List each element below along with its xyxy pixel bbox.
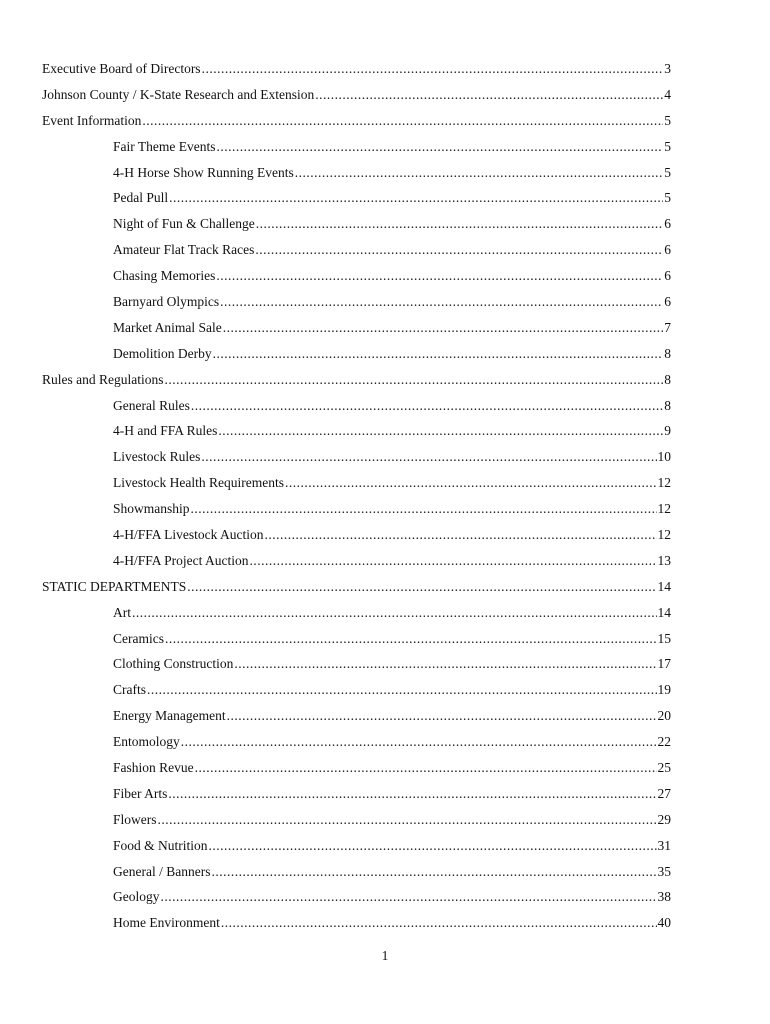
toc-dot-leader (165, 631, 657, 647)
toc-entry-page-number: 14 (657, 604, 671, 620)
toc-entry-title: STATIC DEPARTMENTS (42, 578, 187, 594)
toc-entry-page-number: 38 (657, 889, 671, 905)
toc-dot-leader (191, 501, 657, 517)
toc-dot-leader (220, 294, 663, 310)
toc-entry[interactable] (0, 341, 770, 367)
toc-entry-page-number: 8 (664, 397, 671, 413)
toc-dot-leader (158, 812, 657, 828)
toc-entry-title: Demolition Derby (113, 345, 212, 361)
toc-entry[interactable] (0, 651, 770, 677)
toc-entry[interactable] (0, 807, 770, 833)
page-number: 1 (381, 948, 389, 963)
toc-entry-title: Amateur Flat Track Races (113, 242, 255, 258)
toc-entry-page-number: 9 (664, 423, 671, 439)
toc-dot-leader (256, 216, 664, 232)
toc-entry-page-number: 31 (657, 837, 671, 853)
toc-dot-leader (285, 475, 657, 491)
toc-dot-leader (187, 579, 656, 595)
toc-dot-leader (209, 838, 657, 854)
toc-entry-page-number: 20 (657, 708, 671, 724)
toc-entry[interactable] (0, 185, 770, 211)
toc-entry-page-number: 5 (664, 164, 671, 180)
toc-entry[interactable] (0, 315, 770, 341)
toc-entry-title: Fiber Arts (113, 785, 168, 801)
toc-entry-title: Home Environment (113, 915, 220, 931)
toc-entry-title: Executive Board of Directors (42, 60, 201, 76)
toc-entry[interactable] (0, 677, 770, 703)
toc-entry-title: Livestock Health Requirements (113, 475, 284, 491)
toc-dot-leader (218, 423, 663, 439)
toc-entry[interactable] (0, 600, 770, 626)
toc-entry[interactable] (0, 729, 770, 755)
toc-entry[interactable] (0, 418, 770, 444)
toc-entry-title: Crafts (113, 682, 146, 698)
toc-entry-page-number: 40 (657, 915, 671, 931)
toc-entry-page-number: 12 (657, 501, 671, 517)
toc-entry-title: Art (113, 604, 131, 620)
toc-dot-leader (315, 87, 663, 103)
toc-entry[interactable] (0, 211, 770, 237)
toc-entry-title: 4-H Horse Show Running Events (113, 164, 294, 180)
toc-entry-page-number: 8 (664, 371, 671, 387)
toc-entry[interactable] (0, 134, 770, 160)
toc-dot-leader (142, 113, 663, 129)
toc-entry[interactable] (0, 108, 770, 134)
toc-dot-leader (147, 682, 657, 698)
toc-entry[interactable] (0, 367, 770, 393)
toc-dot-leader (223, 320, 664, 336)
toc-entry-title: 4-H/FFA Project Auction (113, 552, 249, 568)
toc-dot-leader (250, 553, 657, 569)
toc-entry[interactable] (0, 781, 770, 807)
toc-entry-title: Entomology (113, 734, 180, 750)
toc-entry[interactable] (0, 703, 770, 729)
toc-entry-title: Energy Management (113, 708, 226, 724)
toc-dot-leader (255, 242, 663, 258)
toc-entry-page-number: 12 (657, 475, 671, 491)
toc-entry-page-number: 27 (657, 785, 671, 801)
toc-entry-page-number: 22 (657, 734, 671, 750)
toc-entry-page-number: 6 (664, 268, 671, 284)
toc-entry-page-number: 17 (657, 656, 671, 672)
toc-entry-title: Market Animal Sale (113, 319, 222, 335)
toc-dot-leader (211, 864, 656, 880)
toc-dot-leader (201, 449, 656, 465)
toc-dot-leader (295, 165, 664, 181)
toc-entry-page-number: 3 (664, 60, 671, 76)
toc-entry-title: Livestock Rules (113, 449, 201, 465)
toc-dot-leader (216, 139, 663, 155)
toc-entry-page-number: 35 (657, 863, 671, 879)
toc-entry-page-number: 19 (657, 682, 671, 698)
toc-dot-leader (234, 656, 656, 672)
toc-dot-leader (202, 61, 664, 77)
toc-entry-title: General Rules (113, 397, 190, 413)
toc-entry[interactable] (0, 833, 770, 859)
toc-entry-title: Fair Theme Events (113, 138, 216, 154)
toc-entry[interactable] (0, 859, 770, 885)
toc-entry-title: General / Banners (113, 863, 211, 879)
toc-entry-page-number: 14 (657, 578, 671, 594)
toc-entry[interactable] (0, 496, 770, 522)
toc-entry[interactable] (0, 910, 770, 936)
toc-entry-page-number: 6 (664, 242, 671, 258)
toc-dot-leader (181, 734, 657, 750)
toc-dot-leader (191, 398, 663, 414)
toc-entry[interactable] (0, 263, 770, 289)
toc-dot-leader (168, 786, 656, 802)
toc-entry-title: 4-H and FFA Rules (113, 423, 218, 439)
toc-entry[interactable] (0, 574, 770, 600)
toc-entry-title: Geology (113, 889, 160, 905)
toc-dot-leader (265, 527, 657, 543)
toc-entry-title: Chasing Memories (113, 268, 216, 284)
table-of-contents (0, 56, 770, 936)
toc-entry-page-number: 5 (664, 138, 671, 154)
toc-entry-page-number: 29 (657, 811, 671, 827)
toc-entry-title: Event Information (42, 112, 142, 128)
toc-entry[interactable] (0, 82, 770, 108)
toc-entry[interactable] (0, 444, 770, 470)
toc-entry[interactable] (0, 289, 770, 315)
toc-entry-title: Pedal Pull (113, 190, 169, 206)
toc-entry-title: Clothing Construction (113, 656, 234, 672)
toc-entry[interactable] (0, 56, 770, 82)
toc-entry[interactable] (0, 626, 770, 652)
toc-dot-leader (227, 708, 657, 724)
toc-entry-title: Showmanship (113, 501, 190, 517)
toc-entry[interactable] (0, 160, 770, 186)
toc-dot-leader (221, 915, 657, 931)
toc-entry-page-number: 5 (664, 112, 671, 128)
toc-entry-title: Night of Fun & Challenge (113, 216, 255, 232)
toc-entry-page-number: 5 (664, 190, 671, 206)
toc-entry[interactable] (0, 548, 770, 574)
toc-entry-page-number: 12 (657, 526, 671, 542)
toc-entry-title: Food & Nutrition (113, 837, 208, 853)
toc-entry[interactable] (0, 755, 770, 781)
toc-entry[interactable] (0, 885, 770, 911)
toc-entry-page-number: 6 (664, 216, 671, 232)
toc-dot-leader (161, 889, 657, 905)
toc-entry-page-number: 13 (657, 552, 671, 568)
toc-entry-page-number: 6 (664, 293, 671, 309)
toc-entry-title: Fashion Revue (113, 759, 194, 775)
toc-entry-page-number: 4 (664, 86, 671, 102)
toc-entry-page-number: 8 (664, 345, 671, 361)
toc-dot-leader (169, 190, 663, 206)
toc-entry-title: 4-H/FFA Livestock Auction (113, 526, 264, 542)
toc-entry[interactable] (0, 237, 770, 263)
toc-dot-leader (195, 760, 657, 776)
toc-entry-title: Ceramics (113, 630, 164, 646)
toc-entry[interactable] (0, 470, 770, 496)
toc-entry-page-number: 7 (664, 319, 671, 335)
toc-dot-leader (132, 605, 657, 621)
toc-entry-page-number: 10 (657, 449, 671, 465)
toc-dot-leader (213, 346, 664, 362)
toc-entry-title: Flowers (113, 811, 157, 827)
toc-entry-title: Barnyard Olympics (113, 293, 220, 309)
toc-entry[interactable] (0, 393, 770, 419)
toc-entry-page-number: 15 (657, 630, 671, 646)
toc-entry[interactable] (0, 522, 770, 548)
toc-entry-title: Johnson County / K-State Research and Extension (42, 86, 315, 102)
toc-entry-title: Rules and Regulations (42, 371, 164, 387)
toc-dot-leader (216, 268, 663, 284)
toc-dot-leader (165, 372, 664, 388)
toc-entry-page-number: 25 (657, 759, 671, 775)
